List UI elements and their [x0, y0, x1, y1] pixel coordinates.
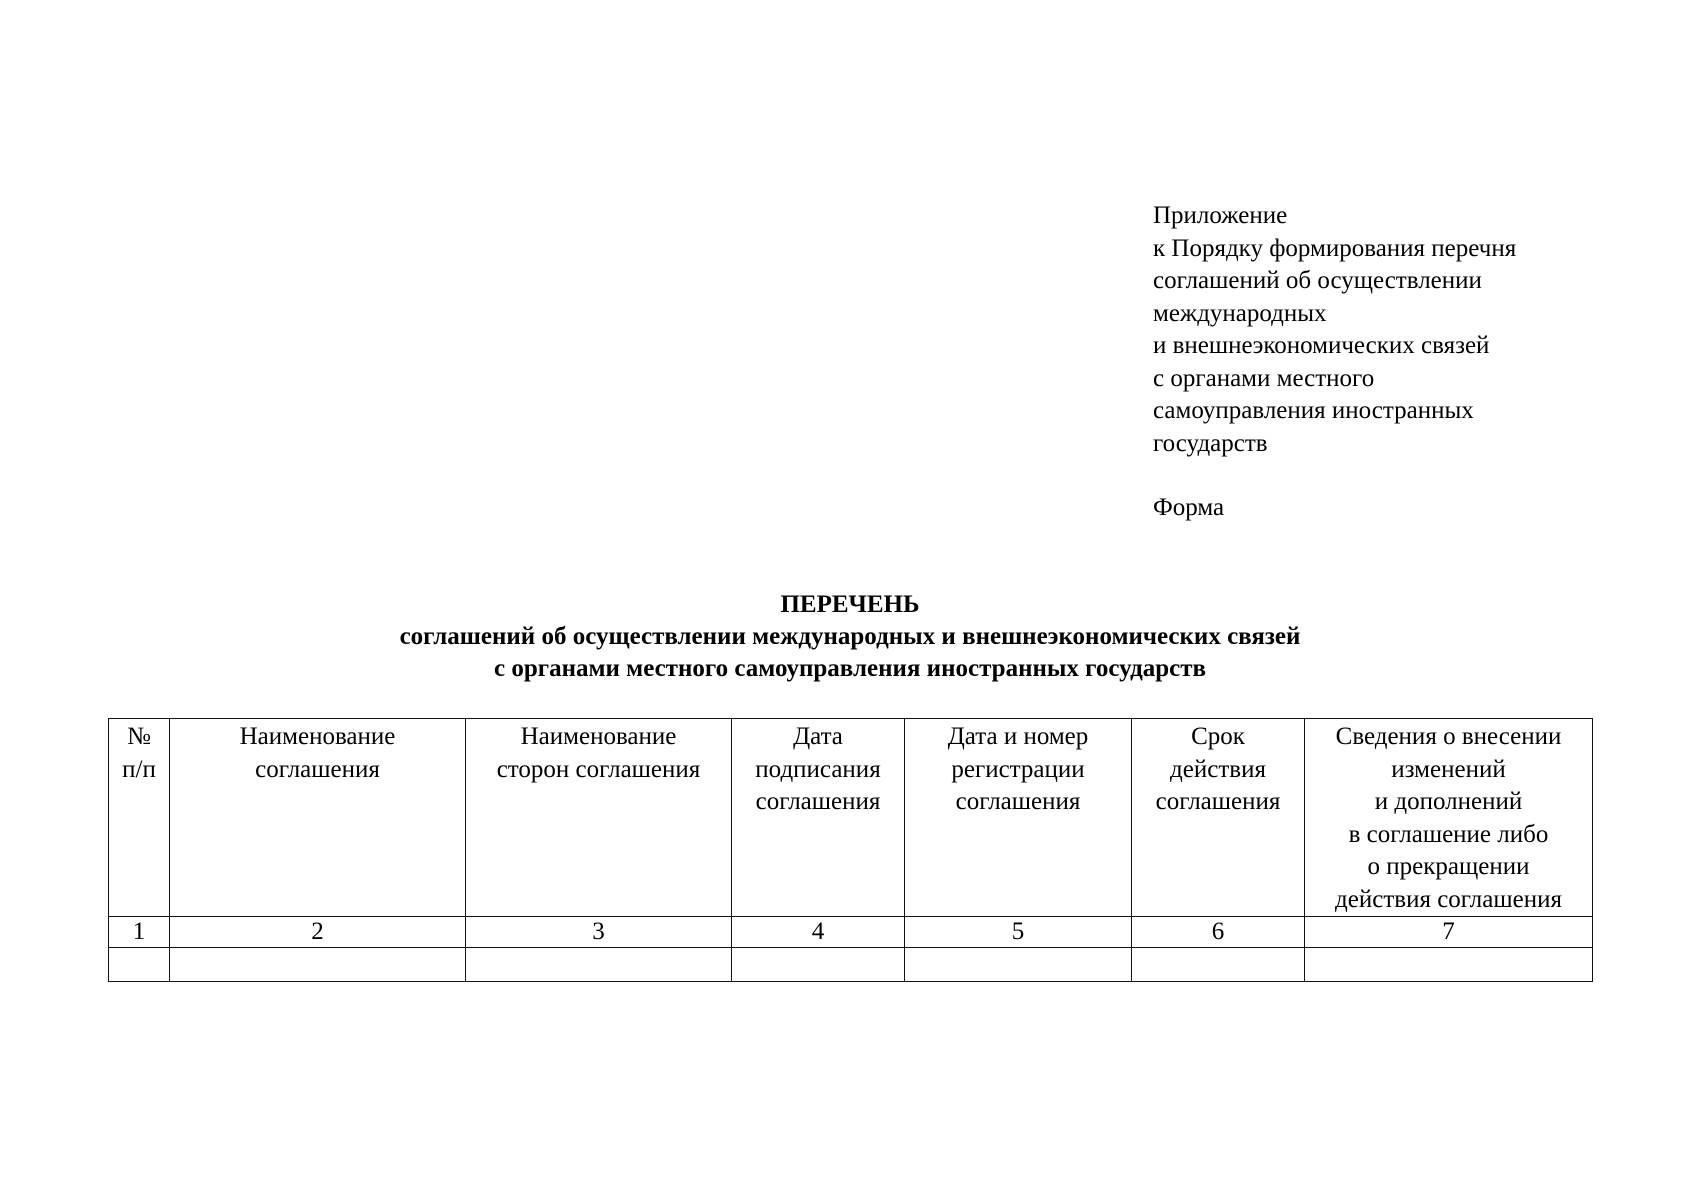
column-number-cell: 4 [732, 917, 905, 948]
table-row [109, 948, 1593, 982]
table-cell [732, 948, 905, 982]
column-number-cell: 2 [170, 917, 466, 948]
appendix-line: государств [1153, 429, 1268, 457]
title-line-2: соглашений об осуществлении международных и внешнеэкономических связей [399, 623, 1301, 650]
appendix-line: к Порядку формирования перечня [1153, 234, 1517, 262]
column-header-1: № п/п [109, 719, 170, 917]
appendix-line: самоуправления иностранных [1153, 397, 1474, 424]
column-number-row [109, 917, 1593, 948]
document-title [100, 589, 1600, 685]
table-cell [1305, 948, 1593, 982]
table-cell [109, 948, 170, 982]
table-cell [905, 948, 1132, 982]
appendix-note [1153, 200, 1633, 525]
column-number-cell: 3 [466, 917, 732, 948]
form-label: Форма [1153, 494, 1225, 521]
column-number-cell: 6 [1132, 917, 1305, 948]
appendix-line: Приложение [1153, 202, 1288, 229]
column-number-cell: 1 [109, 917, 170, 948]
column-number-cell: 5 [905, 917, 1132, 948]
table-cell [466, 948, 732, 982]
title-line-3: с органами местного самоуправления иностранных государств [493, 655, 1207, 682]
table-cell [170, 948, 466, 982]
agreements-table [108, 718, 1593, 982]
appendix-line: с органами местного [1153, 364, 1375, 392]
appendix-line: соглашений об осуществлении [1153, 267, 1482, 294]
column-header-4: Дата подписания соглашения [732, 719, 905, 917]
column-number-cell: 7 [1305, 917, 1593, 948]
appendix-line: и внешнеэкономических связей [1153, 332, 1490, 359]
column-header-6: Срок действия соглашения [1132, 719, 1305, 917]
column-header-3: Наименование сторон соглашения [466, 719, 732, 917]
table-cell [1132, 948, 1305, 982]
column-header-2: Наименование соглашения [170, 719, 466, 917]
column-header-7: Сведения о внесении изменений и дополнений в соглашение либо о прекращении действия соглашения [1305, 719, 1593, 917]
title-main: ПЕРЕЧЕНЬ [780, 591, 920, 618]
column-header-5: Дата и номер регистрации соглашения [905, 719, 1132, 917]
table-header-row [109, 719, 1593, 917]
appendix-line: международных [1153, 299, 1327, 327]
